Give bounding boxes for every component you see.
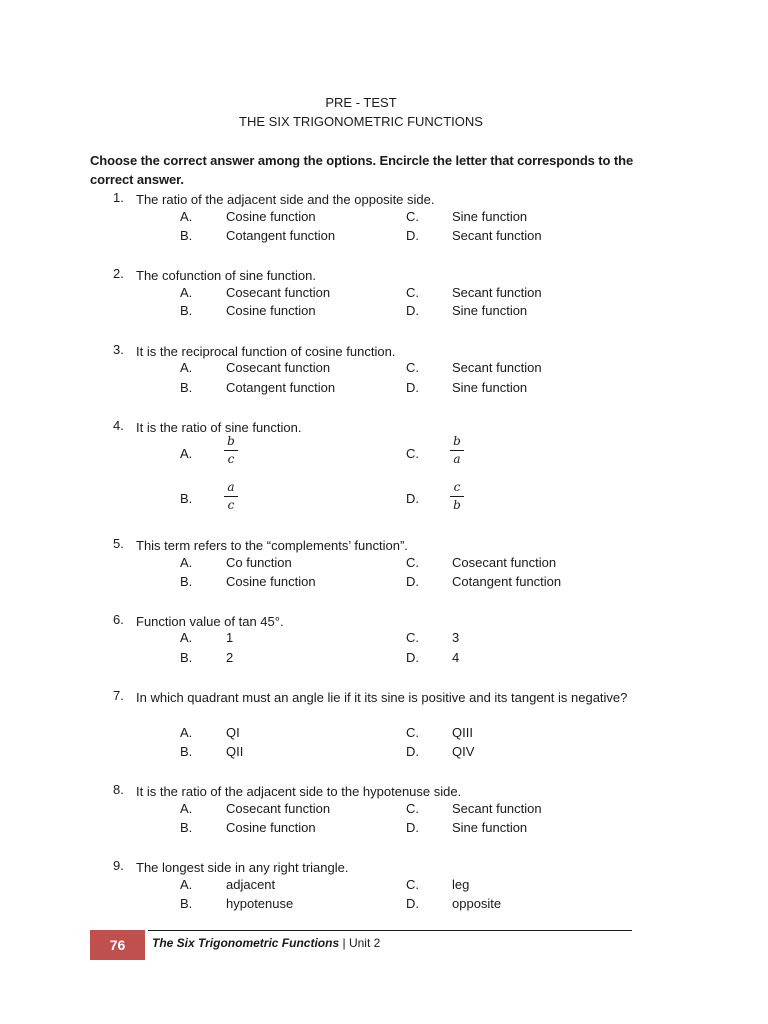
fraction-bar — [224, 496, 238, 497]
question-number: 9. — [113, 858, 124, 873]
option-letter[interactable]: A. — [180, 877, 193, 892]
option-letter[interactable]: C. — [406, 801, 419, 816]
question-number: 3. — [113, 342, 124, 357]
option-letter[interactable]: B. — [180, 228, 193, 243]
page-title: PRE - TEST — [325, 95, 397, 110]
option-letter[interactable]: D. — [406, 303, 419, 318]
option-text: leg — [452, 877, 470, 892]
option-text: 4 — [452, 650, 460, 665]
question-number: 1. — [113, 190, 124, 205]
option-letter[interactable]: B. — [180, 820, 193, 835]
option-letter[interactable]: A. — [180, 360, 193, 375]
footer-separator: | — [339, 936, 349, 950]
option-letter[interactable]: D. — [406, 820, 419, 835]
fraction — [450, 434, 464, 467]
option-text: Cosine function — [226, 303, 316, 318]
question-text: It is the ratio of the adjacent side to the hypotenuse side. — [136, 784, 462, 799]
option-text: QI — [226, 725, 240, 740]
fraction — [450, 480, 464, 513]
option-letter[interactable]: A. — [180, 555, 193, 570]
option-text: Sine function — [452, 209, 528, 224]
question-number: 5. — [113, 536, 124, 551]
option-text: Secant function — [452, 228, 542, 243]
option-text: Cosine function — [226, 209, 316, 224]
option-letter[interactable]: D. — [406, 574, 419, 589]
option-letter[interactable]: C. — [406, 446, 419, 461]
option-letter[interactable]: D. — [406, 491, 419, 506]
page-number-badge — [90, 930, 145, 960]
option-letter[interactable]: D. — [406, 228, 419, 243]
footer-book-title: The Six Trigonometric Functions — [152, 936, 340, 950]
option-letter[interactable]: B. — [180, 380, 193, 395]
option-letter[interactable]: C. — [406, 555, 419, 570]
option-text: QIV — [452, 744, 475, 759]
question-text: Function value of tan 45°. — [136, 614, 284, 629]
question-number: 6. — [113, 612, 124, 627]
fraction-numerator: b — [453, 434, 461, 448]
option-letter[interactable]: C. — [406, 209, 419, 224]
page-number: 76 — [109, 937, 126, 953]
page-subtitle: THE SIX TRIGONOMETRIC FUNCTIONS — [239, 114, 483, 129]
option-text: Sine function — [452, 303, 528, 318]
option-text: Cotangent function — [226, 380, 336, 395]
fraction — [224, 434, 238, 467]
fraction — [224, 480, 238, 513]
fraction-denominator: c — [227, 498, 235, 513]
fraction-bar — [224, 450, 238, 451]
question-text: The longest side in any right triangle. — [136, 860, 349, 875]
option-text: adjacent — [226, 877, 276, 892]
instructions: Choose the correct answer among the options. Encircle the letter that corresponds to the correct answer. — [90, 153, 634, 187]
question-text: This term refers to the “complements’ function”. — [136, 538, 408, 553]
fraction-denominator: b — [453, 498, 461, 513]
option-letter[interactable]: A. — [180, 630, 193, 645]
fraction-bar — [450, 496, 464, 497]
question-number: 7. — [113, 688, 124, 703]
fraction-numerator: b — [227, 434, 235, 448]
question-number: 8. — [113, 782, 124, 797]
fraction-denominator: a — [453, 452, 461, 467]
option-letter[interactable]: B. — [180, 303, 193, 318]
fraction-numerator: a — [227, 480, 235, 494]
option-letter[interactable]: A. — [180, 285, 193, 300]
option-letter[interactable]: B. — [180, 896, 193, 911]
fraction-bar — [450, 450, 464, 451]
option-letter[interactable]: C. — [406, 285, 419, 300]
option-letter[interactable]: C. — [406, 725, 419, 740]
question-text: The cofunction of sine function. — [136, 268, 316, 283]
option-text: Cosecant function — [226, 285, 331, 300]
option-text: Cosecant function — [452, 555, 557, 570]
option-text: Secant function — [452, 285, 542, 300]
question-text: It is the reciprocal function of cosine function. — [136, 344, 396, 359]
option-text: Cosine function — [226, 820, 316, 835]
fraction-denominator: c — [227, 452, 235, 467]
option-text: opposite — [452, 896, 502, 911]
option-text: Sine function — [452, 820, 528, 835]
option-letter[interactable]: D. — [406, 896, 419, 911]
option-text: hypotenuse — [226, 896, 294, 911]
option-letter[interactable]: C. — [406, 360, 419, 375]
option-letter[interactable]: A. — [180, 446, 193, 461]
footer-rule — [148, 930, 632, 931]
option-text: Cotangent function — [452, 574, 562, 589]
question-number: 2. — [113, 266, 124, 281]
option-text: 1 — [226, 630, 234, 645]
option-letter[interactable]: C. — [406, 630, 419, 645]
footer-unit: Unit 2 — [348, 936, 381, 950]
fraction-numerator: c — [453, 480, 461, 494]
option-letter[interactable]: D. — [406, 744, 419, 759]
option-letter[interactable]: C. — [406, 877, 419, 892]
option-text: Sine function — [452, 380, 528, 395]
question-text: The ratio of the adjacent side and the opposite side. — [136, 192, 435, 207]
option-text: QII — [226, 744, 244, 759]
option-letter[interactable]: D. — [406, 650, 419, 665]
option-text: QIII — [452, 725, 473, 740]
option-letter[interactable]: A. — [180, 801, 193, 816]
option-letter[interactable]: B. — [180, 491, 193, 506]
option-text: Cotangent function — [226, 228, 336, 243]
option-text: Secant function — [452, 801, 542, 816]
option-letter[interactable]: D. — [406, 380, 419, 395]
question-text: It is the ratio of sine function. — [136, 420, 302, 435]
footer-text — [152, 936, 380, 950]
option-text: 2 — [226, 650, 234, 665]
option-text: Cosecant function — [226, 801, 331, 816]
option-letter[interactable]: B. — [180, 744, 193, 759]
option-letter[interactable]: B. — [180, 574, 193, 589]
option-text: Cosine function — [226, 574, 316, 589]
option-text: Co function — [226, 555, 292, 570]
option-letter[interactable]: A. — [180, 209, 193, 224]
question-number: 4. — [113, 418, 124, 433]
option-text: Secant function — [452, 360, 542, 375]
option-letter[interactable]: A. — [180, 725, 193, 740]
question-text: In which quadrant must an angle lie if it its sine is positive and its tangent is negative? — [136, 690, 628, 705]
option-text: Cosecant function — [226, 360, 331, 375]
option-text: 3 — [452, 630, 460, 645]
option-letter[interactable]: B. — [180, 650, 193, 665]
